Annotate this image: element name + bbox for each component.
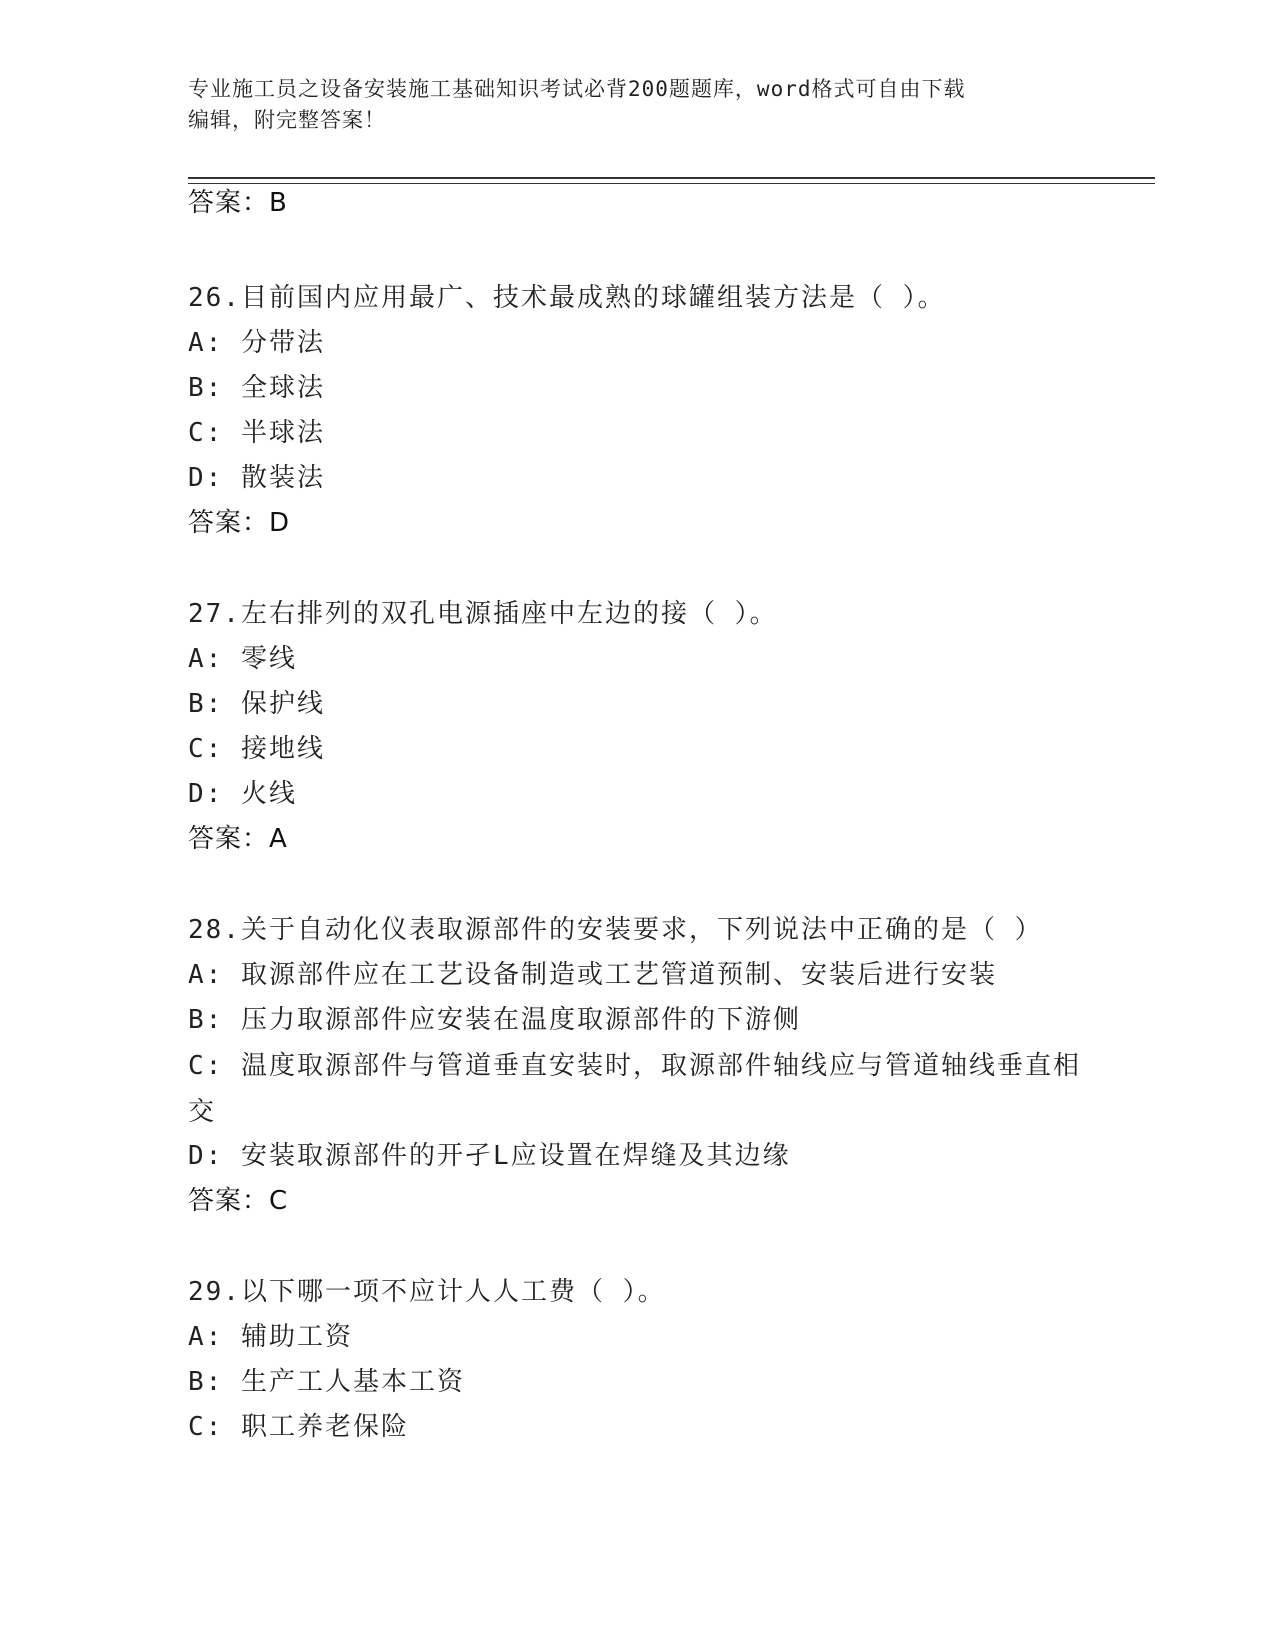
question-29-stem: 29.以下哪一项不应计人人工费（ ）。: [188, 1277, 666, 1307]
question-27-answer: 答案：A: [188, 824, 288, 854]
question-28-answer: 答案：C: [188, 1186, 289, 1216]
question-27-option-c: C: 接地线: [188, 734, 325, 764]
document-header: [188, 74, 1088, 136]
header-title-line-1: 专业施工员之设备安装施工基础知识考试必背200题题库，word格式可自由下载: [188, 77, 966, 101]
question-27-option-d: D: 火线: [188, 779, 297, 809]
question-26-option-c: C: 半球法: [188, 418, 325, 448]
question-29-option-a: A: 辅助工资: [188, 1322, 353, 1352]
question-26-option-b: B: 全球法: [188, 373, 325, 403]
question-29-option-c: C: 职工养老保险: [188, 1412, 409, 1442]
question-26-option-d: D: 散装法: [188, 463, 325, 493]
question-26-stem: 26.目前国内应用最广、技术最成熟的球罐组装方法是（ ）。: [188, 283, 946, 313]
question-27-option-b: B: 保护线: [188, 689, 325, 719]
header-rule-thin: [188, 183, 1155, 184]
header-rule-thick: [188, 177, 1155, 179]
question-26-answer: 答案：D: [188, 508, 291, 538]
question-27-stem: 27.左右排列的双孔电源插座中左边的接（ ）。: [188, 599, 778, 629]
question-28-option-d: D: 安装取源部件的开孑L应设置在焊缝及其边缘: [188, 1141, 791, 1171]
question-28-option-b: B: 压力取源部件应安装在温度取源部件的下游侧: [188, 1005, 801, 1035]
question-28-stem: 28.关于自动化仪表取源部件的安装要求，下列说法中正确的是（ ）: [188, 915, 1043, 945]
question-28-option-c: C: 温度取源部件与管道垂直安装时，取源部件轴线应与管道轴线垂直相交: [188, 1051, 1081, 1127]
header-title-line-2: 编辑，附完整答案！: [188, 108, 386, 132]
question-28-option-a: A: 取源部件应在工艺设备制造或工艺管道预制、安装后进行安装: [188, 960, 997, 990]
question-27-option-a: A: 零线: [188, 644, 297, 674]
question-26-option-a: A: 分带法: [188, 328, 325, 358]
question-29-option-b: B: 生产工人基本工资: [188, 1367, 465, 1397]
answer-q25: 答案：B: [188, 188, 288, 218]
